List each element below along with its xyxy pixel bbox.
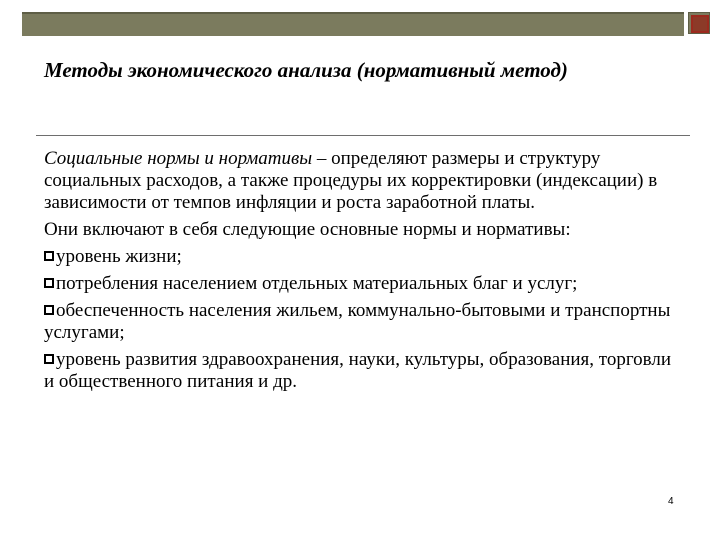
page-number: 4	[668, 496, 674, 507]
corner-square-icon	[688, 12, 710, 34]
bullet-text: уровень развития здравоохранения, науки, культуры, образования, торговли и общественного питания и др.	[44, 349, 672, 392]
square-bullet-icon	[44, 354, 54, 364]
list-item	[44, 300, 674, 344]
square-bullet-icon	[44, 305, 54, 315]
header-bar	[22, 12, 684, 36]
bullet-text: обеспеченность населения жильем, коммунально-бытовыми и транспортны услугами;	[44, 300, 671, 343]
bullet-text: уровень жизни;	[56, 246, 182, 267]
intro-paragraph	[44, 148, 674, 214]
slide-body	[44, 148, 674, 398]
bullet-text: потребления населением отдельных материальных благ и услуг;	[56, 273, 578, 294]
intro-term: Социальные нормы и нормативы	[44, 148, 313, 169]
square-bullet-icon	[44, 278, 54, 288]
intro-definition: – определяют размеры и структуру социальных расходов, а также процедуры их корректировки (индексации) в зависимости от темпов инфляции и роста заработной платы.	[44, 148, 658, 213]
list-item	[44, 246, 674, 268]
title-divider	[36, 135, 690, 136]
includes-paragraph: Они включают в себя следующие основные нормы и нормативы:	[44, 219, 571, 240]
slide-title: Методы экономического анализа (нормативный метод)	[44, 58, 568, 82]
list-item	[44, 349, 674, 393]
list-item	[44, 273, 674, 295]
square-bullet-icon	[44, 251, 54, 261]
